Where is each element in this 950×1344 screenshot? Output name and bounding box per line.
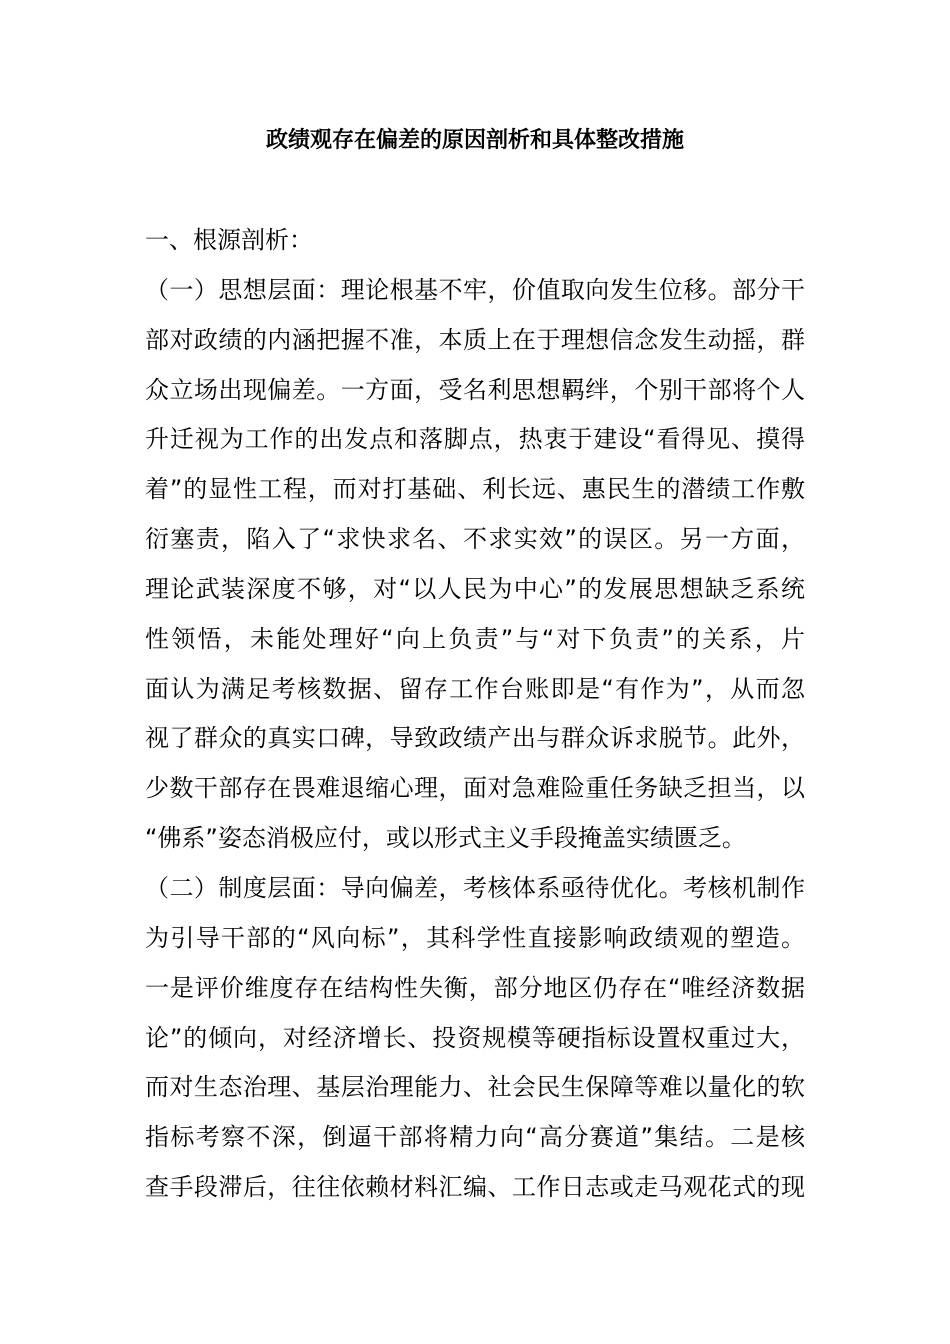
document-title: 政绩观存在偏差的原因剖析和具体整改措施 — [265, 128, 684, 153]
text-line: 论”的倾向，对经济增长、投资规模等硬指标设置权重过大， — [145, 1023, 805, 1052]
text-line: 视了群众的真实口碑，导致政绩产出与群众诉求脱节。此外， — [145, 724, 805, 753]
document-body — [145, 216, 805, 1213]
text-line: 面认为满足考核数据、留存工作台账即是“有作为”，从而忽 — [145, 674, 805, 703]
text-line: 为引导干部的“风向标”，其科学性直接影响政绩观的塑造。 — [145, 923, 805, 952]
text-line: 查手段滞后，往往依赖材料汇编、工作日志或走马观花式的现 — [145, 1173, 805, 1202]
section-heading: 一、根源剖析： — [145, 226, 313, 254]
text-line: （一）思想层面：理论根基不牢，价值取向发生位移。部分干 — [145, 275, 805, 304]
text-line: 而对生态治理、基层治理能力、社会民生保障等难以量化的软 — [145, 1073, 805, 1102]
text-line: 少数干部存在畏难退缩心理，面对急难险重任务缺乏担当，以 — [145, 774, 805, 803]
text-line: 性领悟，未能处理好“向上负责”与“对下负责”的关系，片 — [145, 624, 805, 653]
text-line: 众立场出现偏差。一方面，受名利思想羁绊，个别干部将个人 — [145, 375, 805, 404]
text-line: 部对政绩的内涵把握不准，本质上在于理想信念发生动摇，群 — [145, 325, 805, 354]
text-line: 指标考察不深，倒逼干部将精力向“高分赛道”集结。二是核 — [145, 1123, 805, 1152]
text-line: 着”的显性工程，而对打基础、利长远、惠民生的潜绩工作敷 — [145, 475, 805, 504]
text-line: 升迁视为工作的出发点和落脚点，热衷于建设“看得见、摸得 — [145, 425, 805, 454]
text-line: （二）制度层面：导向偏差，考核体系亟待优化。考核机制作 — [145, 873, 805, 902]
text-line: 理论武装深度不够，对“以人民为中心”的发展思想缺乏系统 — [145, 574, 805, 603]
text-line: 一是评价维度存在结构性失衡，部分地区仍存在“唯经济数据 — [145, 973, 805, 1002]
text-line: “佛系”姿态消极应付，或以形式主义手段掩盖实绩匮乏。 — [145, 824, 746, 853]
text-line: 衍塞责，陷入了“求快求名、不求实效”的误区。另一方面， — [145, 525, 805, 554]
